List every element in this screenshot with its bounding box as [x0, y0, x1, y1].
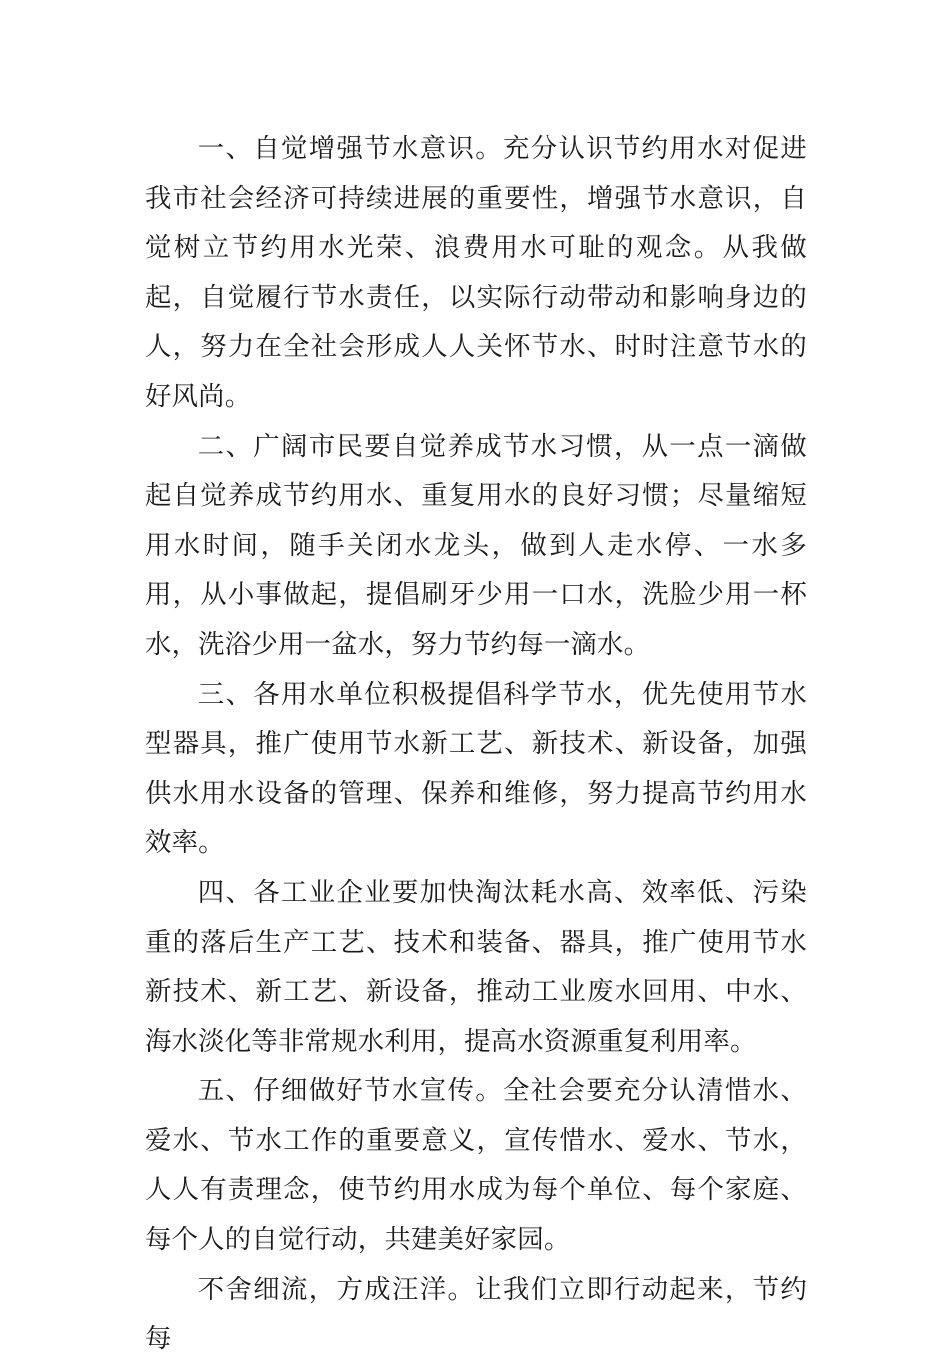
paragraph-5: 五、仔细做好节水宣传。全社会要充分认清惜水、爱水、节水工作的重要意义，宣传惜水、爱水、节水，人人有责理念，使节约用水成为每个单位、每个家庭、每个人的自觉行动，共建美好家园。 [145, 1075, 807, 1256]
paragraph-6: 不舍细流，方成汪洋。让我们立即行动起来，节约每 [145, 1273, 807, 1355]
paragraph-3: 三、各用水单位积极提倡科学节水，优先使用节水型器具，推广使用节水新工艺、新技术、新设备，加强供水用水设备的管理、保养和维修，努力提高节约用水效率。 [145, 678, 807, 859]
paragraph-1: 一、自觉增强节水意识。充分认识节约用水对促进我市社会经济可持续进展的重要性，增强节水意识，自觉树立节约用水光荣、浪费用水可耻的观念。从我做起，自觉履行节水责任，以实际行动带动和影响身边的人，努力在全社会形成人人关怀节水、时时注意节水的好风尚。 [145, 133, 807, 412]
document-body [145, 124, 807, 1364]
paragraph-2: 二、广阔市民要自觉养成节水习惯，从一点一滴做起自觉养成节约用水、重复用水的良好习惯；尽量缩短用水时间，随手关闭水龙头，做到人走水停、一水多用，从小事做起，提倡刷牙少用一口水，洗脸少用一杯水，洗浴少用一盆水，努力节约每一滴水。 [145, 430, 807, 660]
paragraph-4: 四、各工业企业要加快淘汰耗水高、效率低、污染重的落后生产工艺、技术和装备、器具，推广使用节水新技术、新工艺、新设备，推动工业废水回用、中水、海水淡化等非常规水利用，提高水资源重复利用率。 [145, 876, 807, 1057]
